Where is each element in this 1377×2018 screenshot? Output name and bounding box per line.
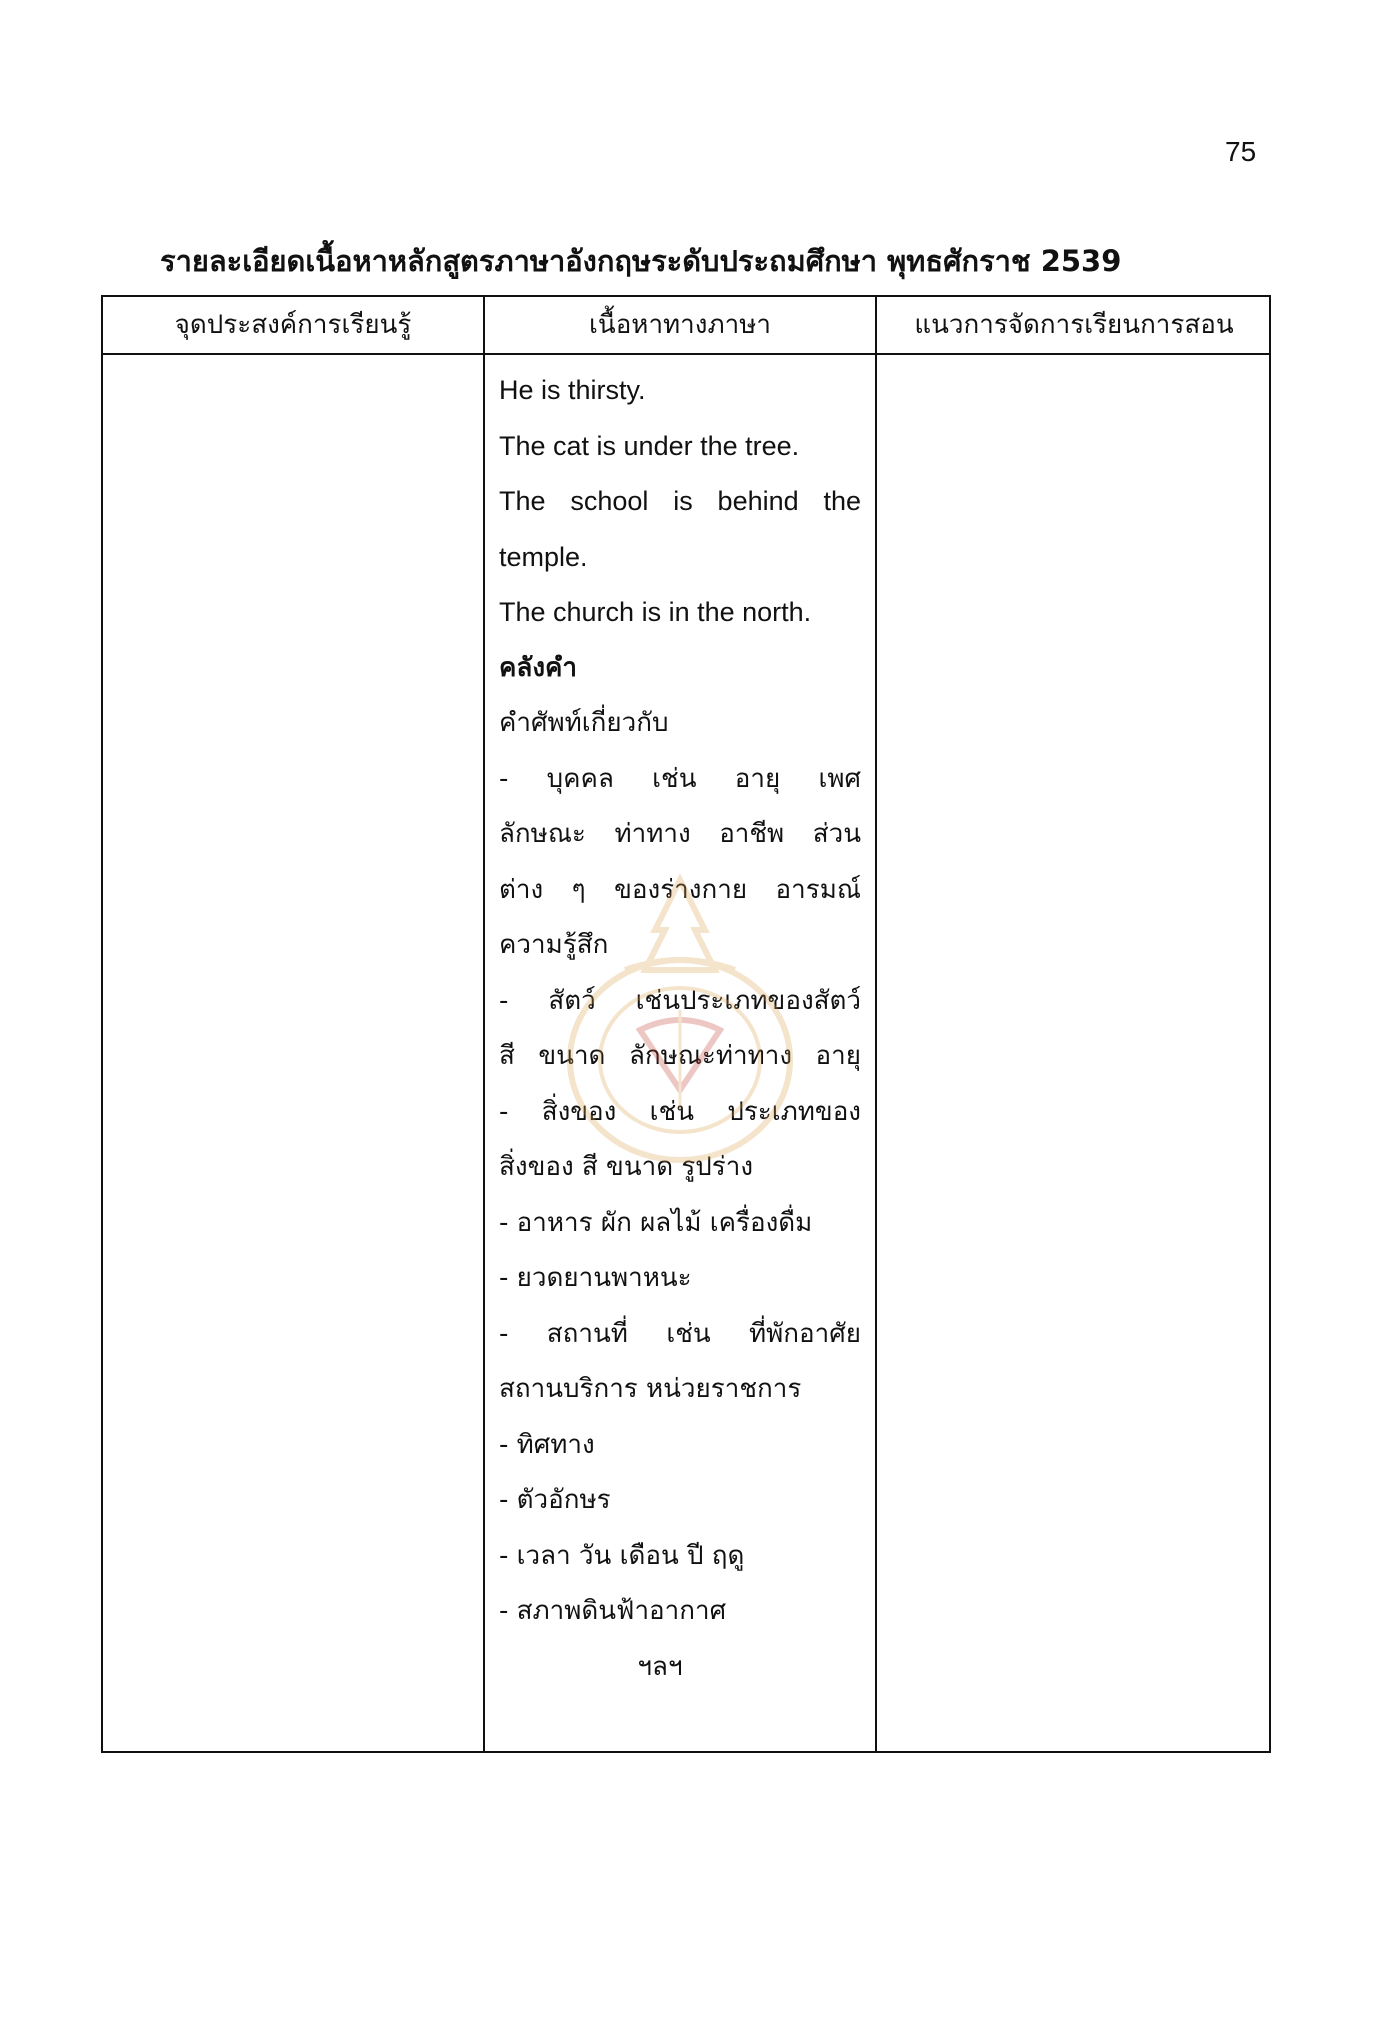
content-line-vocabulary-heading: คลังคำ xyxy=(499,652,578,683)
table-header-row xyxy=(103,297,1269,355)
content-line: สี ขนาด ลักษณะท่าทาง อายุ xyxy=(499,1041,861,1071)
content-line: - ยวดยานพาหนะ xyxy=(499,1263,692,1293)
header-language-content: เนื้อหาทางภาษา xyxy=(589,310,771,340)
content-line: - สัตว์ เช่นประเภทของสัตว์ xyxy=(499,985,861,1016)
content-line: - สิ่งของ เช่น ประเภทของ xyxy=(499,1096,861,1127)
column-divider-2 xyxy=(875,297,877,1751)
content-line: - สถานที่ เช่น ที่พักอาศัย xyxy=(499,1318,861,1349)
page-number: 75 xyxy=(1225,136,1257,167)
header-learning-objectives: จุดประสงค์การเรียนรู้ xyxy=(174,310,412,340)
content-line: temple. xyxy=(499,541,588,572)
content-line: - เวลา วัน เดือน ปี ฤดู xyxy=(499,1540,745,1571)
column-divider-1 xyxy=(483,297,485,1751)
content-line: - บุคคล เช่น อายุ เพศ xyxy=(499,763,861,794)
language-content-cell xyxy=(499,363,861,1695)
page-title: รายละเอียดเนื้อหาหลักสูตรภาษาอังกฤษระดับประถมศึกษา พุทธศักราช 2539 xyxy=(160,244,1122,278)
content-line: The school is behind the xyxy=(499,486,861,516)
content-line: The cat is under the tree. xyxy=(499,430,800,461)
content-line: สิ่งของ สี ขนาด รูปร่าง xyxy=(499,1152,754,1182)
content-line: - ทิศทาง xyxy=(499,1429,595,1460)
header-teaching-guidelines: แนวการจัดการเรียนการสอน xyxy=(914,310,1234,340)
content-line: ลักษณะ ท่าทาง อาชีพ ส่วน xyxy=(499,819,861,849)
content-line: ความรู้สึก xyxy=(499,930,609,960)
content-line: - ตัวอักษร xyxy=(499,1485,611,1515)
curriculum-table xyxy=(101,295,1271,1753)
content-line: คำศัพท์เกี่ยวกับ xyxy=(499,708,669,738)
content-line: He is thirsty. xyxy=(499,375,646,405)
content-line: - อาหาร ผัก ผลไม้ เครื่องดื่ม xyxy=(499,1207,813,1238)
content-line: The church is in the north. xyxy=(499,597,812,627)
content-line: ต่าง ๆ ของร่างกาย อารมณ์ xyxy=(499,874,861,905)
content-line-etc: ฯลฯ xyxy=(637,1651,683,1682)
content-line: - สภาพดินฟ้าอากาศ xyxy=(499,1596,727,1626)
content-line: สถานบริการ หน่วยราชการ xyxy=(499,1374,802,1404)
